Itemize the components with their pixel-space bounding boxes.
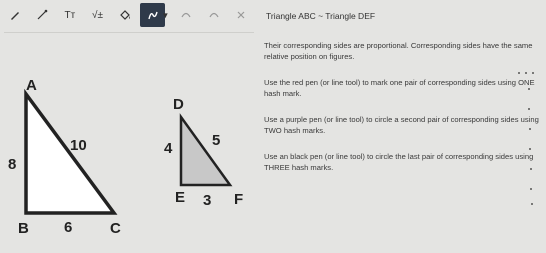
line-icon: [35, 8, 49, 22]
side-df-label: 5: [212, 132, 221, 149]
pen-tool-button[interactable]: [2, 3, 28, 27]
chevron-down-icon[interactable]: ▼: [161, 10, 170, 20]
redo-button[interactable]: [201, 3, 227, 27]
math-tool-label: √±: [91, 9, 103, 21]
side-bc-label: 6: [64, 219, 73, 236]
side-ab-label: 8: [8, 156, 17, 173]
vertex-c-label: C: [110, 220, 121, 237]
side-de-label: 4: [164, 140, 173, 157]
close-button[interactable]: [228, 3, 254, 27]
instruction-one-hash: Use the red pen (or line tool) to mark one pair of corresponding sides using ONE hash mark.: [264, 78, 535, 98]
side-ef-label: 3: [203, 192, 212, 209]
instruction-two-hash: Use a purple pen (or line tool) to circle a second pair of corresponding sides using TWO hash marks.: [264, 115, 539, 135]
side-ac-label: 10: [70, 137, 87, 154]
redo-icon: [207, 8, 221, 22]
math-tool-button[interactable]: [85, 3, 111, 27]
toolbar-divider: [4, 32, 254, 33]
text-tool-label: Tт: [64, 9, 76, 21]
triangles-figure: [0, 60, 250, 250]
paint-bucket-icon: [118, 8, 132, 22]
line-tool-button[interactable]: [30, 3, 56, 27]
vertex-b-label: B: [18, 220, 29, 237]
vertex-f-label: F: [234, 191, 244, 208]
undo-icon: [179, 8, 193, 22]
vertex-e-label: E: [175, 189, 186, 206]
vertex-a-label: A: [26, 77, 37, 94]
triangle-def: [181, 117, 230, 185]
text-tool-button[interactable]: [57, 3, 83, 27]
undo-button[interactable]: [173, 3, 199, 27]
scroll-indicator: [516, 68, 546, 208]
close-icon: [235, 9, 247, 21]
freehand-icon: [146, 8, 160, 22]
instruction-three-hash: Use an black pen (or line tool) to circle the last pair of corresponding sides using THREE hash marks.: [264, 152, 534, 172]
page-title: Triangle ABC ~ Triangle DEF: [266, 11, 376, 21]
vertex-d-label: D: [173, 96, 184, 113]
instruction-proportional: Their corresponding sides are proportional. Corresponding sides have the same relative position on figures.: [264, 41, 533, 61]
pencil-icon: [8, 8, 22, 22]
instructions-panel: [264, 40, 542, 188]
drawing-toolbar: [0, 0, 256, 30]
fill-tool-button[interactable]: [112, 3, 138, 27]
